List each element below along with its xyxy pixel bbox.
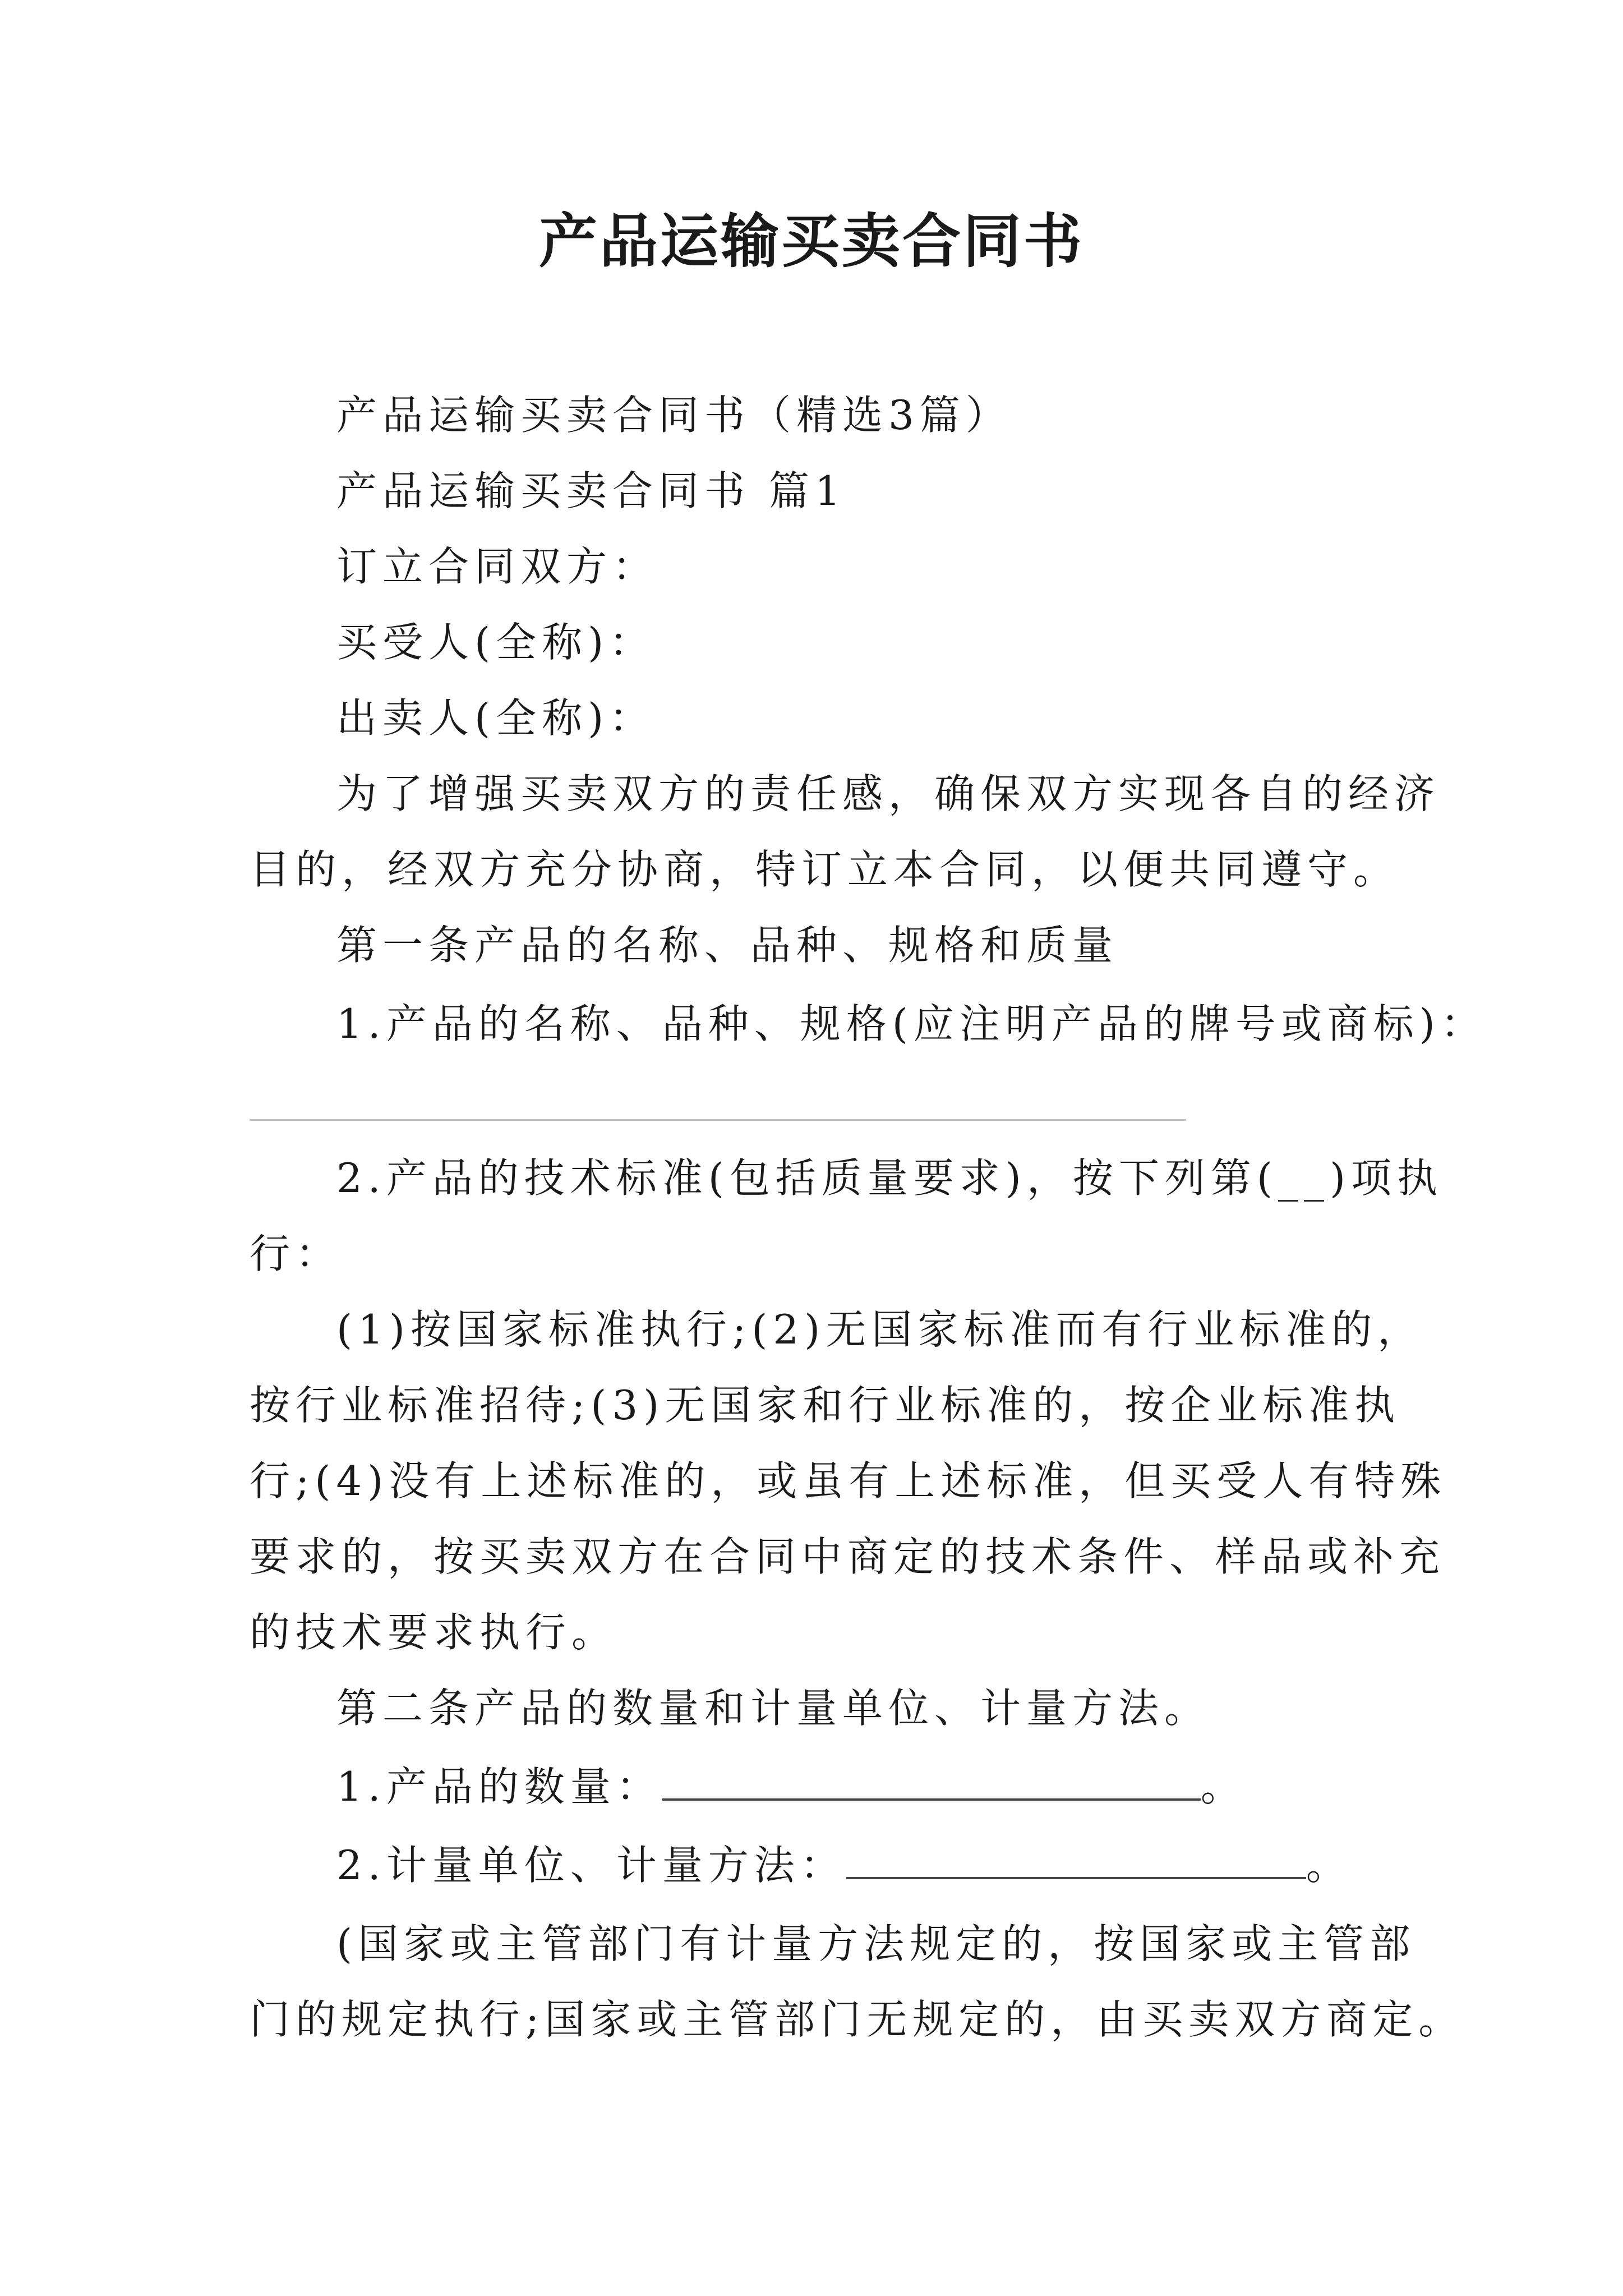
document-title: 产品运输买卖合同书 (538, 206, 1084, 275)
paragraph-line: 订立合同双方： (336, 543, 659, 590)
quantity-label: 1.产品的数量： (336, 1763, 662, 1810)
paragraph-line: 产品运输买卖合同书 篇1 (336, 467, 846, 514)
paragraph-line: 产品运输买卖合同书（精选3篇） (336, 392, 1012, 439)
method-label: 2.计量单位、计量方法： (336, 1842, 846, 1889)
paragraph-line: 行： (250, 1230, 342, 1277)
paragraph-line: 为了增强买卖双方的责任感，确保双方实现各自的经济 (336, 770, 1441, 817)
paragraph-line: 目的，经双方充分协商，特订立本合同，以便共同遵守。 (250, 846, 1400, 893)
paragraph-line: (1)按国家标准执行;(2)无国家标准而有行业标准的， (336, 1306, 1424, 1353)
method-blank (846, 1843, 1306, 1879)
paragraph-line: 要求的，按买卖双方在合同中商定的技术条件、样品或补充 (250, 1533, 1446, 1580)
paragraph-line: 1.产品的名称、品种、规格(应注明产品的牌号或商标)： (336, 1000, 1487, 1047)
paragraph-line: 行;(4)没有上述标准的，或虽有上述标准，但买受人有特殊 (250, 1457, 1447, 1504)
paragraph-line: 2.产品的技术标准(包括质量要求)，按下列第(__)项执 (336, 1154, 1444, 1202)
method-line (336, 1837, 1352, 1893)
paragraph-line: 第一条产品的名称、品种、规格和质量 (336, 922, 1119, 969)
quantity-blank (662, 1765, 1201, 1801)
paragraph-line: 按行业标准招待;(3)无国家和行业标准的，按企业标准执 (250, 1382, 1401, 1429)
quantity-line (336, 1759, 1247, 1815)
method-end: 。 (1306, 1842, 1352, 1889)
paragraph-line: (国家或主管部门有计量方法规定的，按国家或主管部 (336, 1920, 1416, 1967)
paragraph-line: 第二条产品的数量和计量单位、计量方法。 (336, 1685, 1211, 1732)
paragraph-line: 的技术要求执行。 (250, 1609, 618, 1656)
paragraph-line: 出卖人(全称)： (336, 694, 656, 742)
paragraph-line: 买受人(全称)： (336, 619, 656, 666)
fill-in-line (250, 1119, 1186, 1121)
paragraph-line: 门的规定执行;国家或主管部门无规定的，由买卖双方商定。 (250, 1996, 1465, 2043)
quantity-end: 。 (1200, 1763, 1247, 1810)
